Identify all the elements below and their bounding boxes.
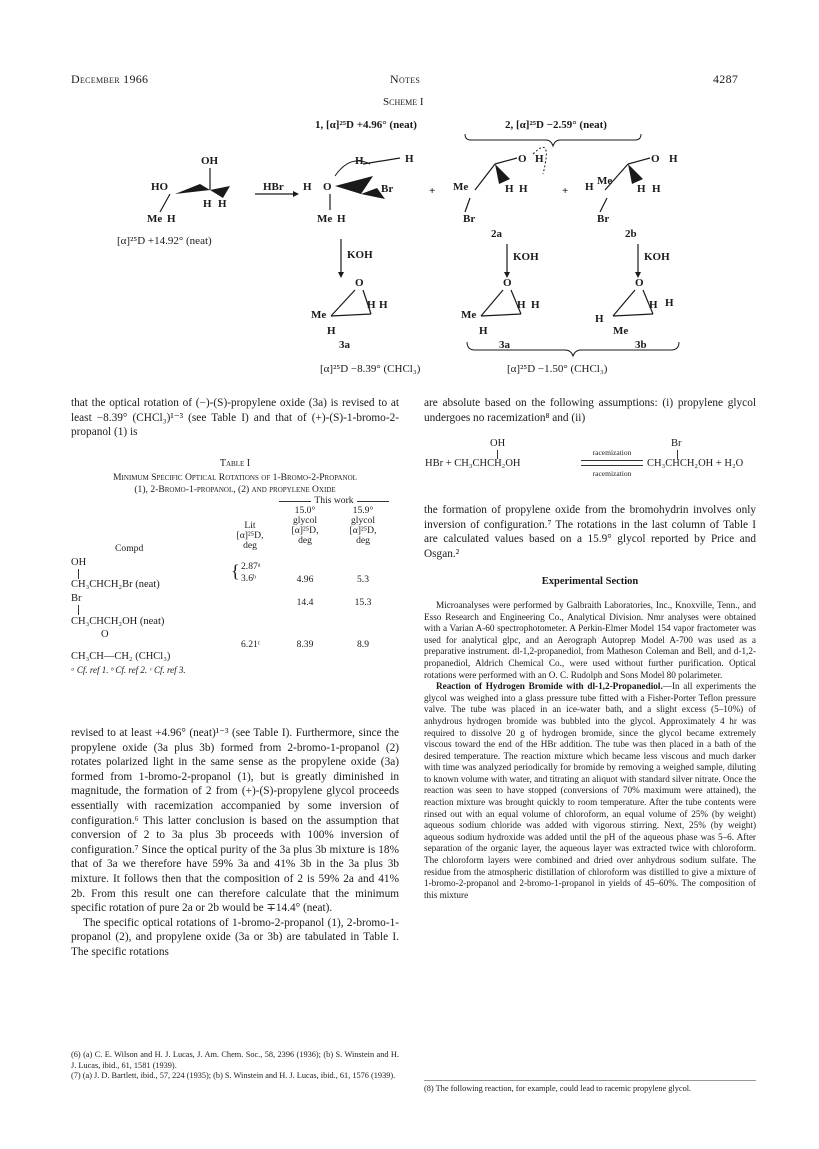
table-notes: ᵃ Cf. ref 1. ᵇ Cf. ref 2. ᶜ Cf. ref 3. bbox=[71, 665, 186, 675]
atom-o: O bbox=[635, 277, 644, 289]
atom-h: H bbox=[327, 325, 336, 337]
compound-3a-structure bbox=[311, 277, 388, 351]
atom-o: O bbox=[355, 277, 364, 289]
atom-h: H bbox=[203, 198, 212, 210]
compound-3b-structure bbox=[595, 277, 674, 351]
atom-h: H bbox=[405, 153, 414, 165]
eq-left: HBr + CH₃CHCH₂OH bbox=[425, 458, 521, 469]
lit-value: 3.6ᵇ bbox=[241, 573, 256, 584]
row2-w2: 15.3 bbox=[354, 597, 372, 608]
atom-me: Me bbox=[453, 181, 469, 193]
eq-forward-arrow bbox=[581, 460, 643, 461]
scheme-figure bbox=[115, 94, 715, 379]
atom-h: H bbox=[637, 183, 646, 195]
paragraph: the formation of propylene oxide from the bromohydrin involves only inversion of configuration.⁷ The rotations in the last column of Table I are calculated values based on a 15.9° glycol reported by Price and Osgan.² bbox=[424, 504, 756, 560]
label-3a: 3a bbox=[499, 339, 510, 351]
row3-w2: 8.9 bbox=[357, 639, 369, 650]
row1-w1: 4.96 bbox=[296, 574, 314, 585]
atom-o: O bbox=[651, 153, 660, 165]
atom-o: O bbox=[503, 277, 512, 289]
atom-h: H bbox=[535, 153, 544, 165]
atom-o: O bbox=[518, 153, 527, 165]
col-lit-header bbox=[233, 513, 267, 551]
plus-sign: + bbox=[429, 185, 436, 197]
header-line: deg bbox=[243, 540, 257, 551]
label-3b: 3b bbox=[635, 339, 647, 351]
intermediate-structure bbox=[303, 153, 414, 225]
atom-h: H bbox=[652, 183, 661, 195]
atom-me: Me bbox=[597, 175, 613, 187]
atom-me: Me bbox=[147, 213, 163, 225]
atom-h: H bbox=[519, 183, 528, 195]
right-column-top bbox=[424, 396, 756, 425]
paragraph: Microanalyses were performed by Galbraith Laboratories, Inc., Knoxville, Tenn., and Esso Research and Engineering Co., Analytical Division. Nmr analyses were obtained with a Varian A-60 spectrophotometer. A Perkin-Elmer Model 154 vapor fractometer was used for analytical glpc, and an Aerograph Autoprep Model A-700 was used as a preparative instrument. dl-1,2-propanediol, from Matheson Coleman and Bell, and d-1,2-propanediol, Aldrich Chemical Co., were used without further purification. Optical rotations were performed with an O. C. Rudolph and Sons Model 80 polarimeter. bbox=[424, 599, 756, 680]
table-title: Table I bbox=[219, 458, 251, 469]
running-header-section: Notes bbox=[390, 72, 421, 86]
header-line: [α]²⁵D, bbox=[349, 525, 377, 536]
brace: { bbox=[231, 561, 240, 581]
atom-me: Me bbox=[461, 309, 477, 321]
brace-2 bbox=[465, 134, 641, 146]
paragraph-body: —In all experiments the glycol was weighed into a glass pressure tube fitted with a Fisher-Porter Teflon pressure valve. The tube was placed in an ice-water bath, and a slight excess (5–10%) of anhydrous hydrogen bromide was bubbled into the glycol. Approximately 4 hr was required to dissolve 20 g of hydrogen bromide, since the glycol became extremely viscous toward the end of the HBr addition. The tube was then placed in a bath of the desired temperature. The reaction mixture which became less viscous and much darker with time was analyzed periodically for bromide by removing a weighed sample, diluting to known volume with water, and titrating an aliquot with standard silver nitrate. Once the reaction was seen to have stopped (conversions of 70% maximum were attained), the reaction mixture was brought quickly to room temperature. After the tube contents were rinsed out with an equal volume of chloroform, an equal volume of 25% (by weight) aqueous sodium chloride was added with vigorous stirring. Next, 25% (by weight) aqueous sodium hydroxide was added until the pH of the aqueous phase was 5–6. After separation of the organic layer, the aqueous layer was extracted twice with chloroform. The chloroform layers were combined and dried over anhydrous sodium sulfate. The residue from the atmospheric distillation of chloroform was distilled to give a mixture of 1-bromo-2-propanol and 2-bromo-1-propanol in yields of 45–60%. The composition of this mixture bbox=[424, 681, 756, 900]
paragraph: are absolute based on the following assumptions: (i) propylene glycol undergoes no racemization⁸ and (ii) bbox=[424, 397, 756, 424]
atom-h: H bbox=[649, 299, 658, 311]
atom-h: H bbox=[665, 297, 674, 309]
row2-w1: 14.4 bbox=[296, 597, 314, 608]
row1-w2: 5.3 bbox=[357, 574, 369, 585]
atom-h: H bbox=[367, 299, 376, 311]
header-line: Lit bbox=[244, 520, 256, 531]
header-line: deg bbox=[298, 535, 312, 546]
bond-line bbox=[78, 605, 79, 615]
atom-me: Me bbox=[613, 325, 629, 337]
atom-br: Br bbox=[463, 213, 476, 225]
right-column-body bbox=[424, 503, 756, 901]
plus-sign: + bbox=[562, 185, 569, 197]
eq-oh: OH bbox=[490, 438, 506, 449]
paragraph: The specific optical rotations of 1-bromo-2-propanol (1), 2-bromo-1-propanol (2), and propylene oxide (3a or 3b) are tabulated in Table I. The specific rotations bbox=[71, 916, 399, 958]
atom-me: Me bbox=[311, 309, 327, 321]
group-header: This work bbox=[311, 495, 356, 506]
row3-compound: CH₃CH—CH₂ (CHCl₃) bbox=[71, 651, 171, 662]
col-w1-header bbox=[285, 506, 325, 546]
header-line: 15.0° bbox=[294, 505, 316, 516]
compound-3a-structure-2 bbox=[461, 277, 540, 351]
row3-w1: 8.39 bbox=[296, 639, 314, 650]
page-number: 4287 bbox=[713, 72, 739, 86]
table-body bbox=[71, 495, 399, 662]
paragraph: that the optical rotation of (−)-(S)-propylene oxide (3a) is revised to at least −8.39° (CHCl₃)¹⁻³ (see Table I) and that of (+)-(S)-1-bromo-2-propanol (1) is bbox=[71, 397, 399, 439]
section-heading: Experimental Section bbox=[541, 576, 639, 588]
compound-2a-structure bbox=[453, 147, 546, 240]
atom-h: H bbox=[355, 155, 364, 167]
footnote-6: (6) (a) C. E. Wilson and H. J. Lucas, J. Am. Chem. Soc., 58, 2396 (1936); (b) S. Winstein and H. J. Lucas, ibid., 61, 1581 (1939). bbox=[71, 1050, 399, 1070]
label-2a: 2a bbox=[491, 228, 502, 240]
atom-h: H bbox=[585, 181, 594, 193]
eq-arrow-top-label: racemization bbox=[592, 448, 632, 457]
compound-2-label: 2, [α]²⁵D −2.59° (neat) bbox=[505, 119, 607, 131]
atom-o: O bbox=[323, 181, 332, 193]
rotation-3a: [α]²⁵D −8.39° (CHCl₃) bbox=[320, 363, 421, 375]
running-header-date: December 1966 bbox=[71, 72, 149, 86]
reagent-koh: KOH bbox=[644, 251, 670, 263]
compound-1-label: 1, [α]²⁵D +4.96° (neat) bbox=[315, 119, 417, 131]
footnote-7: (7) (a) J. D. Bartlett, ibid., 57, 224 (1935); (b) S. Winstein and H. J. Lucas, ibid., 61, 1576 (1939). bbox=[71, 1071, 396, 1081]
table-1 bbox=[71, 458, 399, 675]
glycol-rotation: [α]²⁵D +14.92° (neat) bbox=[117, 235, 212, 247]
header-line: glycol bbox=[351, 515, 375, 526]
header-line: [α]²⁵D, bbox=[291, 525, 319, 536]
atom-h: H bbox=[517, 299, 526, 311]
lit-value: 2.87ᵃ bbox=[241, 561, 261, 572]
header-line: deg bbox=[356, 535, 370, 546]
atom-h: H bbox=[531, 299, 540, 311]
eq-right: CH₃CHCH₂OH + H₂O bbox=[647, 458, 744, 469]
compound-2b-structure bbox=[585, 153, 678, 240]
atom-me: Me bbox=[317, 213, 333, 225]
atom-br: Br bbox=[597, 213, 610, 225]
reagent-koh: KOH bbox=[513, 251, 539, 263]
footnote-8: (8) The following reaction, for example, could lead to racemic propylene glycol. bbox=[424, 1080, 756, 1095]
atom-br: Br bbox=[381, 183, 394, 195]
row1-substituent: OH bbox=[71, 557, 87, 568]
left-column-body bbox=[71, 726, 399, 960]
eq-br: Br bbox=[671, 438, 682, 449]
col-w2-header bbox=[343, 506, 383, 546]
scheme-diagram bbox=[115, 94, 715, 379]
label-3a: 3a bbox=[339, 339, 350, 351]
atom-oh: OH bbox=[201, 155, 219, 167]
row3-lit: 6.21ᶜ bbox=[241, 639, 261, 650]
atom-h: H bbox=[379, 299, 388, 311]
rotation-3a-3b: [α]²⁵D −1.50° (CHCl₃) bbox=[507, 363, 608, 375]
atom-h: H bbox=[167, 213, 176, 225]
header-line: [α]²⁵D, bbox=[236, 530, 264, 541]
glycol-structure bbox=[117, 155, 230, 247]
atom-h: H bbox=[669, 153, 678, 165]
footnotes-left bbox=[71, 1050, 399, 1082]
row2-substituent: Br bbox=[71, 593, 82, 604]
paragraph-heading: Reaction of Hydrogen Bromide with dl-1,2-Propanediol. bbox=[436, 681, 663, 692]
row3-substituent: O bbox=[101, 629, 109, 640]
atom-h: H bbox=[505, 183, 514, 195]
row1-compound: CH₃CHCH₂Br (neat) bbox=[71, 579, 160, 590]
atom-h: H bbox=[303, 181, 312, 193]
paragraph bbox=[424, 681, 756, 901]
table-caption: Minimum Specific Optical Rotations of 1-Bromo-2-Propanol (1), 2-Bromo-1-propanol, (2) and propylene Oxide bbox=[113, 472, 357, 495]
col-compd-header: Compd bbox=[115, 543, 144, 554]
atom-h: H bbox=[218, 198, 227, 210]
atom-h: H bbox=[337, 213, 346, 225]
left-column-top bbox=[71, 396, 399, 440]
reagent-hbr: HBr bbox=[263, 181, 284, 193]
header-line: 15.9° bbox=[352, 505, 374, 516]
reagent-koh: KOH bbox=[347, 249, 373, 261]
row2-compound: CH₃CHCH₂OH (neat) bbox=[71, 616, 165, 627]
scheme-title: Scheme I bbox=[383, 96, 424, 108]
atom-h: H bbox=[479, 325, 488, 337]
label-2b: 2b bbox=[625, 228, 637, 240]
paragraph: revised to at least +4.96° (neat)¹⁻³ (see Table I). Furthermore, since the propylene oxide (3a plus 3b) formed from 2-bromo-1-propanol (2) rotates polarized light in the same sense as the propylene oxide (3a) formed from 1-bromo-2-propanol (1), but is greatly diminished in magnitude, the formation of 2 from (+)-(S)-propylene glycol proceeds essentially with racemization accompanied by some inversion of configuration.⁶ This latter conclusion is based on the assumption that conversion of 2 to 3a plus 3b proceeds with 100% inversion of configuration.⁷ Since the optical purity of the 3a plus 3b mixture is 18% that of 3a we therefore have 59% 3a and 41% 3b in the 3a plus 3b mixture. It follows then that the composition of 2 is 59% 2a and 41% 2b. From this result one can therefore calculate that the minimum specific rotation of pure 2a or 2b would be ∓14.4° (neat). bbox=[71, 727, 399, 915]
atom-ho: HO bbox=[151, 181, 169, 193]
bond-line bbox=[78, 569, 79, 579]
atom-h: H bbox=[595, 313, 604, 325]
equation bbox=[425, 438, 775, 508]
row1-lit bbox=[241, 561, 260, 585]
header-line: glycol bbox=[293, 515, 317, 526]
eq-reverse-arrow bbox=[581, 465, 643, 466]
eq-arrow-bottom-label: racemization bbox=[592, 469, 632, 478]
